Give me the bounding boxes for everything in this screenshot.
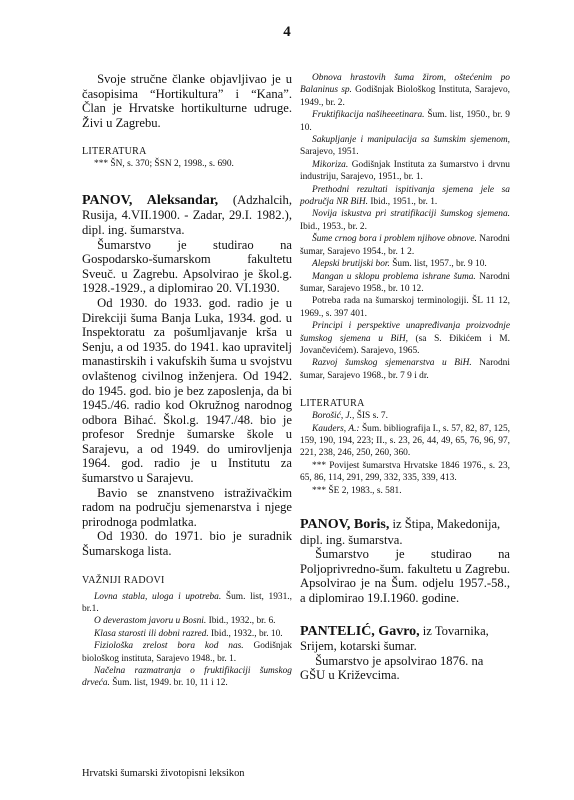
work-item: Fiziološka zrelost bora kod nas. Godišnjak biološkog instituta, Sarajevo 1948., br. 1. <box>82 641 292 664</box>
work-item: Mikoriza. Godišnjak Instituta za šumarstvo i drvnu industriju, Sarajevo, 1951., br. 1. <box>300 159 510 183</box>
work-item: O deverastom javoru u Bosni. Ibid., 1932., br. 6. <box>94 616 276 627</box>
entry-paragraph: Od 1930. do 1971. bio je suradnik Šumarskoga lista. <box>82 529 292 559</box>
work-item: Lovna stabla, uloga i upotreba. Šum. list, 1931., br.1. <box>82 591 292 615</box>
work-item: Sakupljanje i manipulacija sa šumskim sjemenom, Sarajevo, 1951. <box>300 135 510 158</box>
works-list-right <box>300 72 510 382</box>
entry-heading-rest: iz Tovarnika, Srijem, kotarski šumar. <box>300 623 489 654</box>
entry-paragraph: Šumarstvo je apsolvirao 1876. na GŠU u Križevcima. <box>300 653 484 683</box>
work-item: Potreba rada na šumarskoj terminologiji. ŠL 11 12, 1969., s. 397 401. <box>300 296 510 319</box>
entry-heading-rest: (Adzhalcih, Rusija, 4.VII.1900. - Zadar, 29.I. 1982.), dipl. ing. šumarstva. <box>82 192 293 237</box>
right-column <box>300 72 510 683</box>
entry-name: PANTELIĆ, Gavro, <box>300 623 420 639</box>
page-footer: Hrvatski šumarski životopisni leksikon <box>82 768 245 779</box>
work-item: Načelna razmatranja o fruktifikaciji šumskog drveća. Šum. list, 1949. br. 10, 11 i 12. <box>82 666 292 689</box>
page-number: 4 <box>283 24 291 40</box>
literatura-item: *** Povijest šumarstva Hrvatske 1846 1976., s. 23, 65, 86, 114, 291, 299, 332, 335, 339, 413. <box>300 460 510 484</box>
entry-panov-boris <box>300 517 510 606</box>
entry-heading <box>300 624 510 654</box>
entry-paragraph: Od 1930. do 1933. god. radio je u Direkciji šuma Banja Luka, 1934. god. u Inspektoratu za pošumljavanje krša u Senju, a od 1935. do 1941. kao upravitelj manastirskih i vakufskih šuma u svojstvu ovlaštenog civilnog inženjera. Od 1942. do 1945. god. bio je bez zaposlenja, da bi 1945./46. radio kod Okružnog narodnog odbora Bihać. Škol.g. 1947./48. bio je profesor Srednje šumarske škole u Sarajevu, a od 1949. do umirovljenja 1964. god. radio je u Institutu za šumarstvo u Sarajevu. <box>82 295 292 486</box>
entry-name: PANOV, Aleksandar, <box>82 192 219 208</box>
literatura-list <box>300 410 510 497</box>
work-item: Principi i perspektive unapređivanja proizvodnje šumskog sjemena u BiH, (sa S. Đikićem i M. Jovančevićem). Sarajevo, 1965. <box>300 321 510 356</box>
entry-heading <box>300 517 510 547</box>
literatura-item: Borošić, J., ŠIS s. 7. <box>312 411 388 422</box>
literatura-line: *** ŠN, s. 370; ŠSN 2, 1998., s. 690. <box>94 159 234 170</box>
entry-paragraph: Bavio se znanstveno istraživačkim radom na području sjemenarstva i njege prirodnoga podmlatka. <box>82 485 292 529</box>
entry-heading <box>82 193 292 238</box>
entry-paragraph: Šumarstvo je studirao na Poljoprivredno-šum. fakultetu u Zagrebu. Apsolvirao je na Šum. odjelu 1957.-58., a diplomirao 19.I.1960. godine. <box>300 547 510 605</box>
entry-name: PANOV, Boris, <box>300 517 390 532</box>
works-list-left <box>82 591 292 690</box>
work-item: Alepski brutijski bor. Šum. list, 1957., br. 9 10. <box>312 259 487 270</box>
work-item: Šume crnog bora i problem njihove obnove. Narodni šumar, Sarajevo 1954., br. 1 2. <box>300 234 510 257</box>
literatura-heading: LITERATURA <box>300 398 365 410</box>
entry-paragraph: Šumarstvo je studirao na Gospodarsko-šumarskom fakultetu Sveuč. u Zagrebu. Apsolvirao je škol.g. 1928.-1929., a diplomirao 20. VI.1930. <box>82 237 292 296</box>
entry-heading-rest: iz Štipa, Makedonija, dipl. ing. šumarstva. <box>300 517 501 547</box>
work-item: Klasa starosti ili dobni razred. Ibid., 1932., br. 10. <box>94 628 283 639</box>
work-item: Obnova hrastovih šuma žirom, oštećenim po Balaninus sp. Godišnjak Biološkog Instituta, Sarajevo, 1949., br. 2. <box>300 73 510 108</box>
entry-panov-aleksandar <box>82 193 292 559</box>
work-item: Fruktifikacija našiheeetinara. Šum. list, 1950., br. 9 10. <box>300 110 510 133</box>
literatura-item: *** ŠE 2, 1983., s. 581. <box>312 485 402 496</box>
literatura-item: Kauders, A.: Šum. bibliografija I., s. 57, 82, 87, 125, 159, 190, 194, 223; II., s. 23, 26, 44, 49, 65, 76, 96, 97, 221, 238, 246, 250, 260, 360. <box>300 423 510 459</box>
literatura-heading: LITERATURA <box>82 146 147 158</box>
left-column <box>82 72 292 690</box>
works-heading: VAŽNIJI RADOVI <box>82 574 165 586</box>
work-item: Novija iskustva pri stratifikaciji šumskog sjemena. Ibid., 1953., br. 2. <box>300 209 510 232</box>
work-item: Mangan u sklopu problema ishrane šuma. Narodni šumar, Sarajevo 1958., br. 10 12. <box>300 271 510 294</box>
work-item: Razvoj šumskog sjemenarstva u BiH. Narodni šumar, Sarajevo 1968., br. 7 9 i dr. <box>300 358 510 381</box>
intro-paragraph: Svoje stručne članke objavljivao je u časopisima “Hortikultura” i “Kana”. Član je Hrvatske hortikulturne udruge. Živi u Zagrebu. <box>82 72 292 130</box>
work-item: Prethodni rezultati ispitivanja sjemena jele sa područja NR BiH. Ibid., 1951., br. 1. <box>300 184 510 208</box>
entry-pantelic-gavro <box>300 624 510 683</box>
